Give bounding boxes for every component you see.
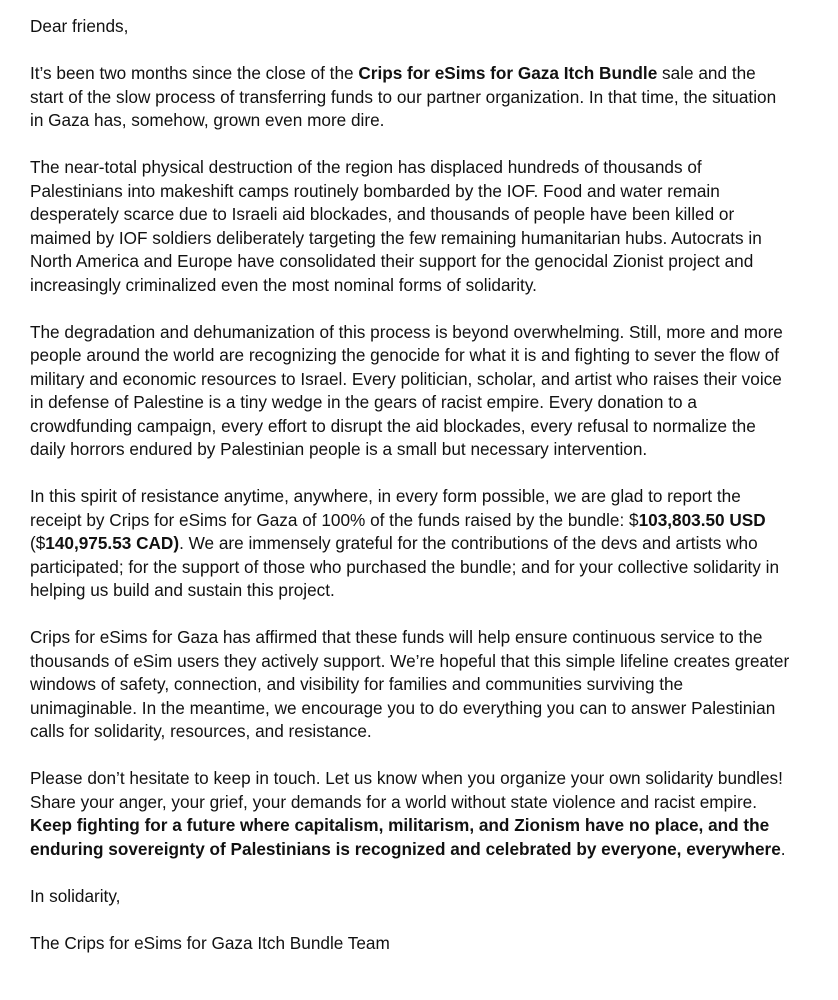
paragraph-call-to-action — [30, 767, 790, 861]
paragraph-resistance: The degradation and dehumanization of this process is beyond overwhelming. Still, more and more people around the world are recognizing the genocide for what it is and fighting to sever the flow of military and economic resources to Israel. Every politician, scholar, and artist who raises their voice in defense of Palestine is a tiny wedge in the gears of racist empire. Every donation to a crowdfunding campaign, every effort to disrupt the aid blockades, every refusal to normalize the daily horrors endured by Palestinian people is a small but necessary intervention. — [30, 321, 783, 459]
closing: In solidarity, — [30, 885, 121, 906]
paragraph-intro — [30, 62, 790, 133]
paragraph-funds-text-b: ($ — [30, 533, 46, 553]
paragraph-cta-text-a: Please don’t hesitate to keep in touch. Let us know when you organize your own solidarity bundles! Share your anger, your grief, your demands for a world without state violence and racist empire. — [30, 768, 783, 812]
letter-body — [30, 15, 790, 979]
greeting: Dear friends, — [30, 16, 129, 36]
amount-cad: 140,975.53 CAD) — [45, 533, 180, 553]
paragraph-cta-text-b: . — [780, 838, 786, 859]
paragraph-funds — [30, 485, 790, 603]
amount-usd: 103,803.50 USD — [638, 509, 766, 530]
paragraph-intro-text-a: It’s been two months since the close of the — [30, 63, 359, 83]
paragraph-intro-text-b: sale and the start of the slow process of transferring funds to our partner organization. In that time, the situation in Gaza has, somehow, grown even more dire. — [30, 63, 777, 130]
paragraph-service: Crips for eSims for Gaza has affirmed that these funds will help ensure continuous service to the thousands of eSim users they actively support. We’re hopeful that this simple lifeline creates greater windows of safety, connection, and visibility for families and communities surviving the unimaginable. In the meantime, we encourage you to do everything you can to answer Palestinian calls for solidarity, resources, and resistance. — [30, 627, 790, 741]
paragraph-funds-text-c: . We are immensely grateful for the contributions of the devs and artists who participated; for the support of those who purchased the bundle; and for your collective solidarity in helping us build and sustain this project. — [30, 533, 780, 600]
bundle-name: Crips for eSims for Gaza Itch Bundle — [358, 63, 658, 83]
paragraph-funds-text-a: In this spirit of resistance anytime, anywhere, in every form possible, we are glad to report the receipt by Crips for eSims for Gaza of 100% of the funds raised by the bundle: $ — [30, 486, 741, 530]
signature: The Crips for eSims for Gaza Itch Bundle Team — [30, 932, 390, 953]
bold-statement: Keep fighting for a future where capitalism, militarism, and Zionism have no place, and the enduring sovereignty of Palestinians is recognized and celebrated by everyone, everywhere — [30, 815, 781, 859]
paragraph-situation: The near-total physical destruction of the region has displaced hundreds of thousands of Palestinians into makeshift camps routinely bombarded by the IOF. Food and water remain desperately scarce due to Israeli aid blockades, and thousands of people have been killed or maimed by IOF soldiers deliberately targeting the few remaining humanitarian hubs. Autocrats in North America and Europe have consolidated their support for the genocidal Zionist project and increasingly criminalized even the most nominal forms of solidarity. — [30, 157, 762, 295]
